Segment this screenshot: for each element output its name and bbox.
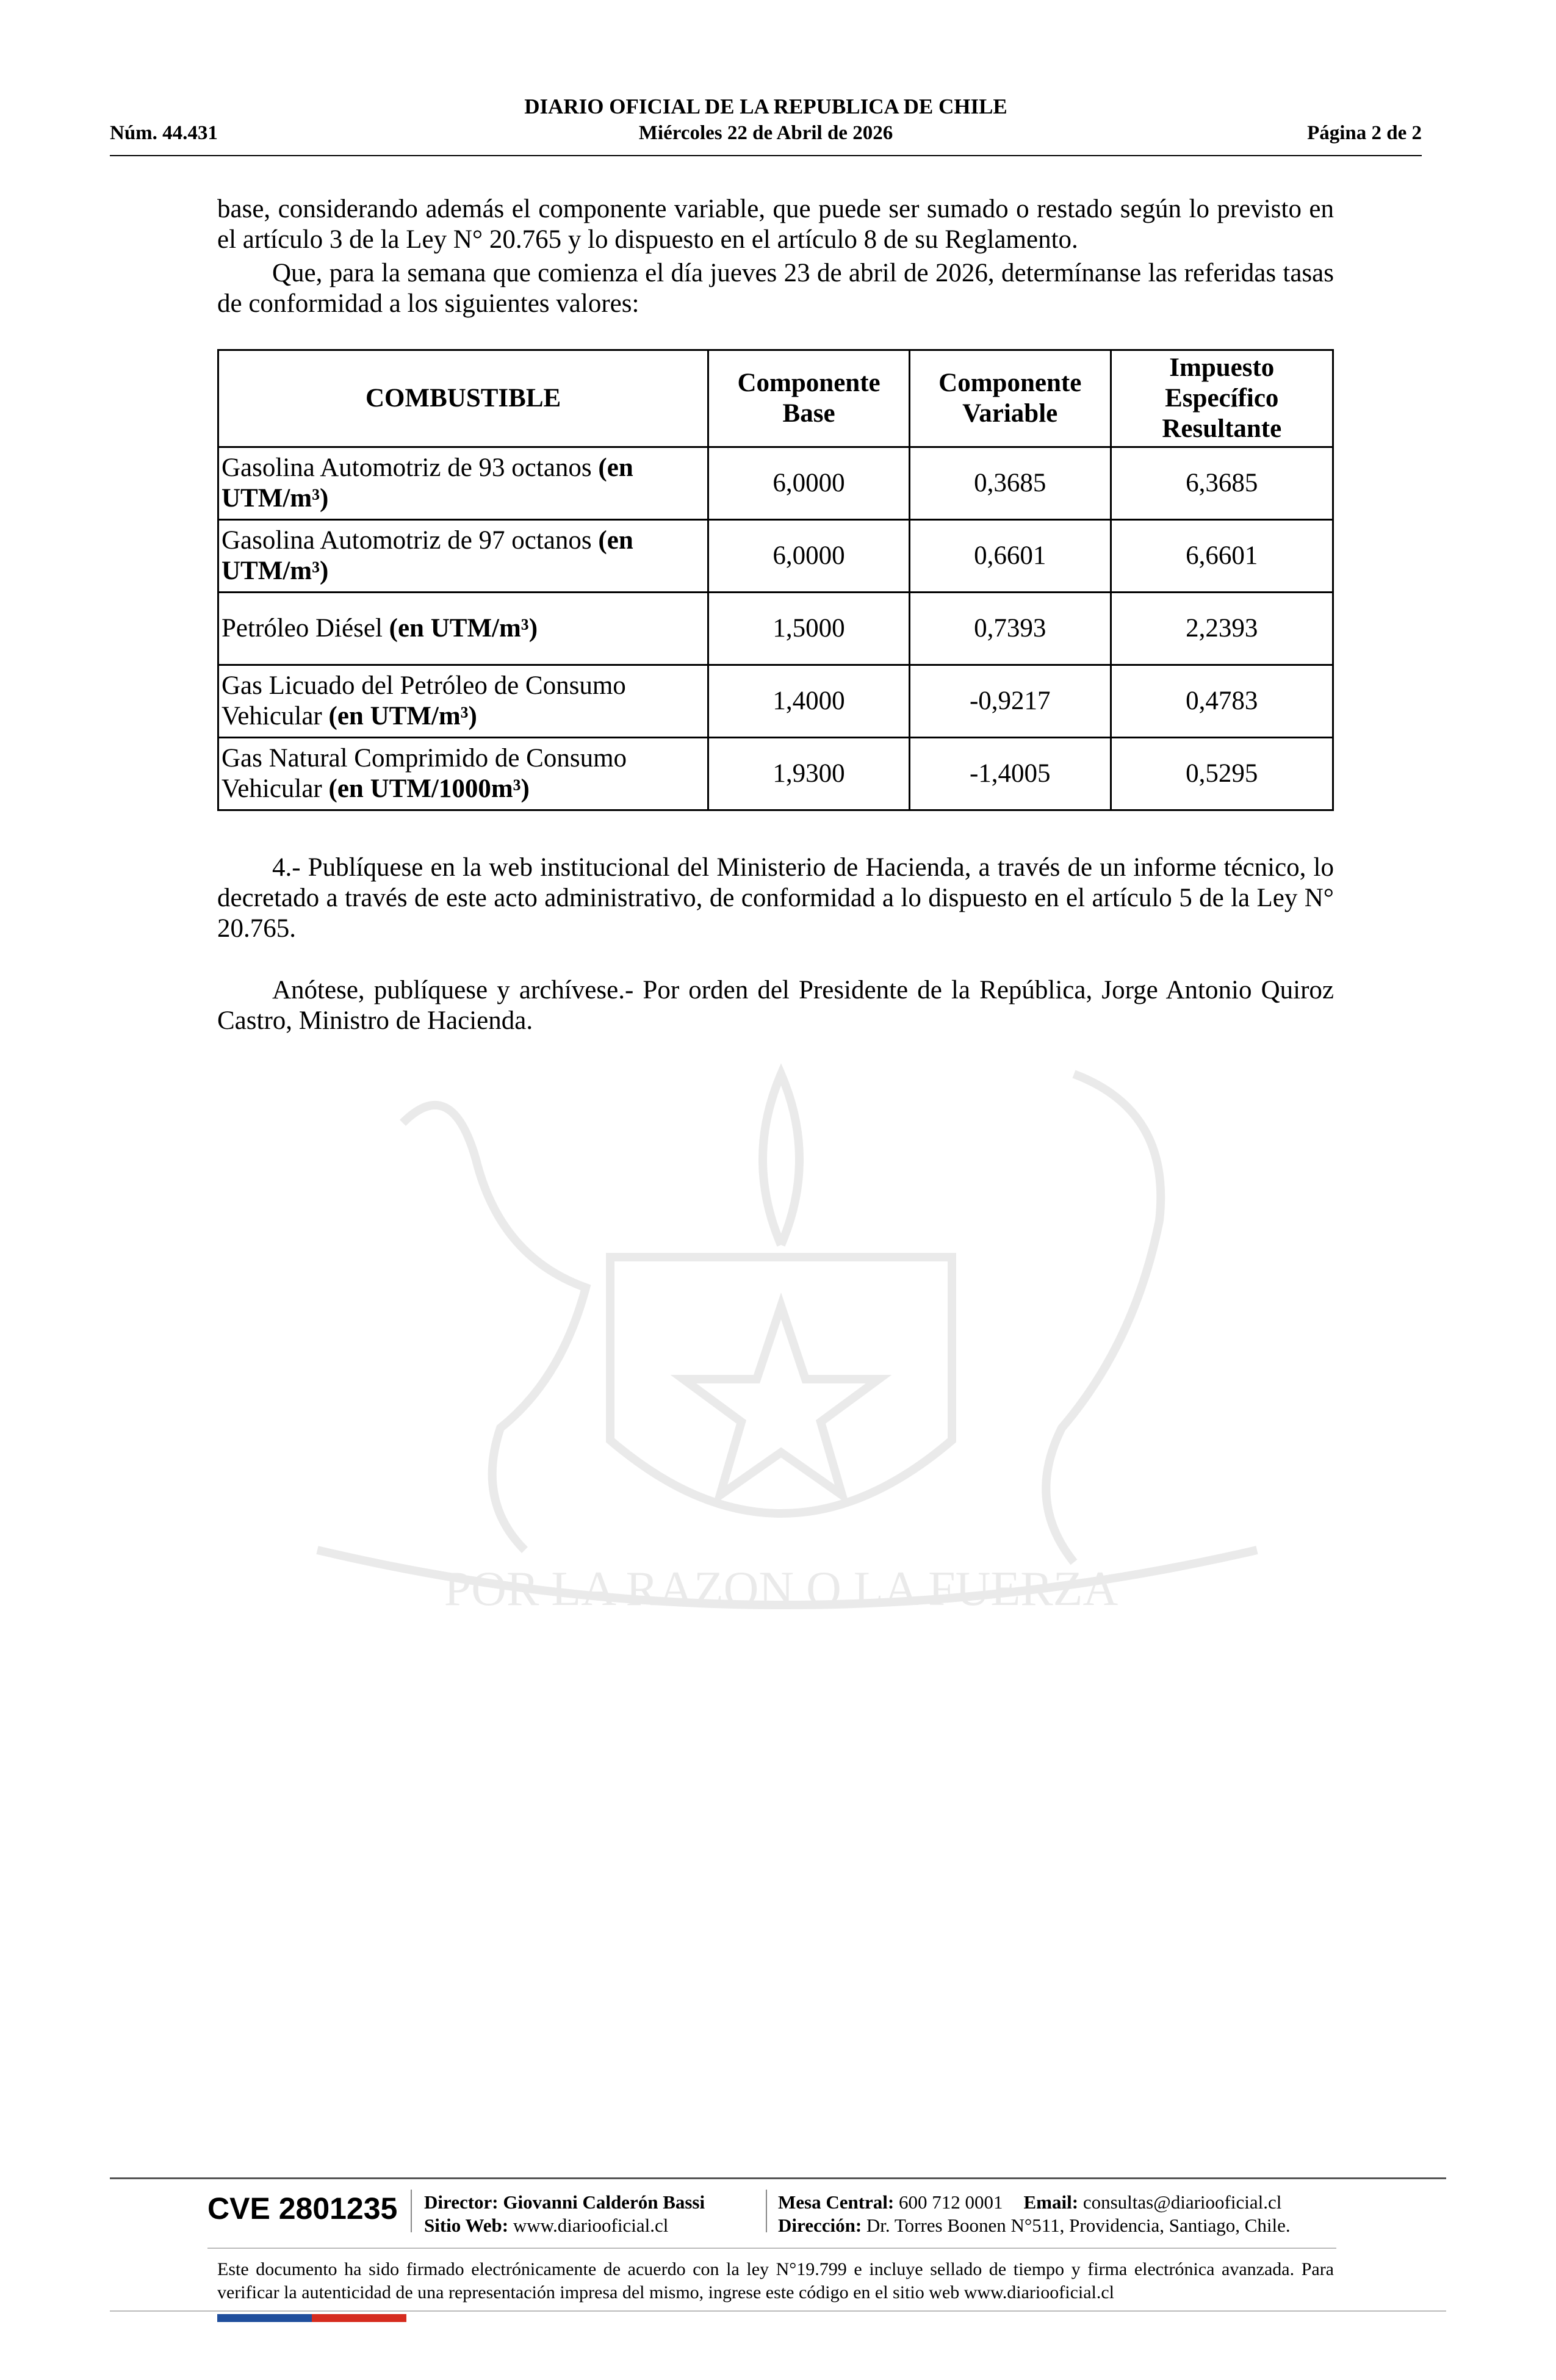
base-cell: 1,5000 (708, 593, 910, 665)
header-base: Componente Base (708, 350, 910, 447)
email-label: Email: (1023, 2191, 1079, 2213)
footer-thin-rule (207, 2248, 1336, 2249)
flag-stripe-red (312, 2314, 406, 2322)
condor-silhouette (1046, 1074, 1161, 1562)
publication-date: Miércoles 22 de Abril de 2026 (638, 122, 893, 144)
table-row (218, 665, 1333, 738)
variable-cell: -1,4005 (909, 738, 1111, 810)
header-rule (110, 155, 1422, 156)
result-cell: 6,6601 (1111, 520, 1333, 593)
email-link[interactable]: consultas@diariooficial.cl (1082, 2191, 1282, 2213)
base-cell: 1,9300 (708, 738, 910, 810)
fuel-cell: Gas Natural Comprimido de Consumo Vehicular (en UTM/1000m³) (218, 738, 708, 810)
paragraph-1: base, considerando además el componente variable, que puede ser sumado o restado según lo previsto en el artículo 3 de la Ley N° 20.765 y lo dispuesto en el artículo 8 de su Reglamento. (217, 195, 1334, 254)
address-value: Dr. Torres Boonen N°511, Providencia, Santiago, Chile. (866, 2215, 1291, 2236)
fuel-cell: Gasolina Automotriz de 93 octanos (en UTM/m³) (218, 447, 708, 520)
page-number: Página 2 de 2 (1307, 122, 1422, 144)
base-cell: 1,4000 (708, 665, 910, 738)
address-label: Dirección: (778, 2215, 862, 2236)
result-cell: 0,4783 (1111, 665, 1333, 738)
director-label: Director: (424, 2191, 499, 2213)
paragraph-closing: Anótese, publíquese y archívese.- Por orden del Presidente de la República, Jorge Antonio Quiroz Castro, Ministro de Hacienda. (217, 976, 1334, 1035)
tax-rates-table (217, 349, 1334, 811)
fuel-cell: Petróleo Diésel (en UTM/m³) (218, 593, 708, 665)
page-header (110, 95, 1422, 156)
flag-stripe-blue (217, 2314, 312, 2322)
footer-rule (110, 2177, 1446, 2179)
legal-notice: Este documento ha sido firmado electrónicamente de acuerdo con la ley N°19.799 e incluye sellado de tiempo y firma electrónica avanzada. Para verificar la autenticidad de una representación impresa del mismo, ingrese este código en el sitio web www.diariooficial.cl (217, 2259, 1334, 2302)
variable-cell: -0,9217 (909, 665, 1111, 738)
footer-divider (766, 2190, 767, 2232)
header-variable: Componente Variable (909, 350, 1111, 447)
base-cell: 6,0000 (708, 447, 910, 520)
web-link[interactable]: www.diariooficial.cl (513, 2215, 669, 2236)
footer-contact-block (778, 2191, 1291, 2237)
header-result: Impuesto Específico Resultante (1111, 350, 1333, 447)
star-shape (683, 1306, 879, 1495)
footer-divider (411, 2190, 412, 2232)
huemul-silhouette (403, 1105, 586, 1550)
mesa-phone: 600 712 0001 (899, 2191, 1003, 2213)
paragraph-2: Que, para la semana que comienza el día jueves 23 de abril de 2026, determínanse las referidas tasas de conformidad a los siguientes valores: (217, 259, 1334, 318)
footer-bottom-rule (110, 2310, 1446, 2312)
base-cell: 6,0000 (708, 520, 910, 593)
table-header-row (218, 350, 1333, 447)
result-cell: 6,3685 (1111, 447, 1333, 520)
table-row (218, 593, 1333, 665)
mesa-label: Mesa Central: (778, 2191, 895, 2213)
table-row (218, 738, 1333, 810)
variable-cell: 0,6601 (909, 520, 1111, 593)
table-row (218, 520, 1333, 593)
issue-number: Núm. 44.431 (110, 122, 218, 144)
plume-silhouette (763, 1074, 799, 1245)
cve-code: CVE 2801235 (207, 2191, 398, 2226)
publication-title: DIARIO OFICIAL DE LA REPUBLICA DE CHILE (524, 95, 1007, 118)
table-row (218, 447, 1333, 520)
motto-text: POR LA RAZON O LA FUERZA (444, 1562, 1118, 1616)
result-cell: 0,5295 (1111, 738, 1333, 810)
paragraph-4: 4.- Publíquese en la web institucional del Ministerio de Hacienda, a través de un informe técnico, lo decretado a través de este acto administrativo, de conformidad a lo dispuesto en el artículo 5 de la Ley N° 20.765. (217, 853, 1334, 943)
footer-director-block (424, 2191, 705, 2237)
fuel-cell: Gas Licuado del Petróleo de Consumo Vehicular (en UTM/m³) (218, 665, 708, 738)
coat-of-arms-watermark (220, 1001, 1342, 1672)
variable-cell: 0,3685 (909, 447, 1111, 520)
web-label: Sitio Web: (424, 2215, 509, 2236)
fuel-cell: Gasolina Automotriz de 97 octanos (en UTM/m³) (218, 520, 708, 593)
header-fuel: COMBUSTIBLE (218, 350, 708, 447)
result-cell: 2,2393 (1111, 593, 1333, 665)
director-name: Giovanni Calderón Bassi (503, 2191, 705, 2213)
variable-cell: 0,7393 (909, 593, 1111, 665)
